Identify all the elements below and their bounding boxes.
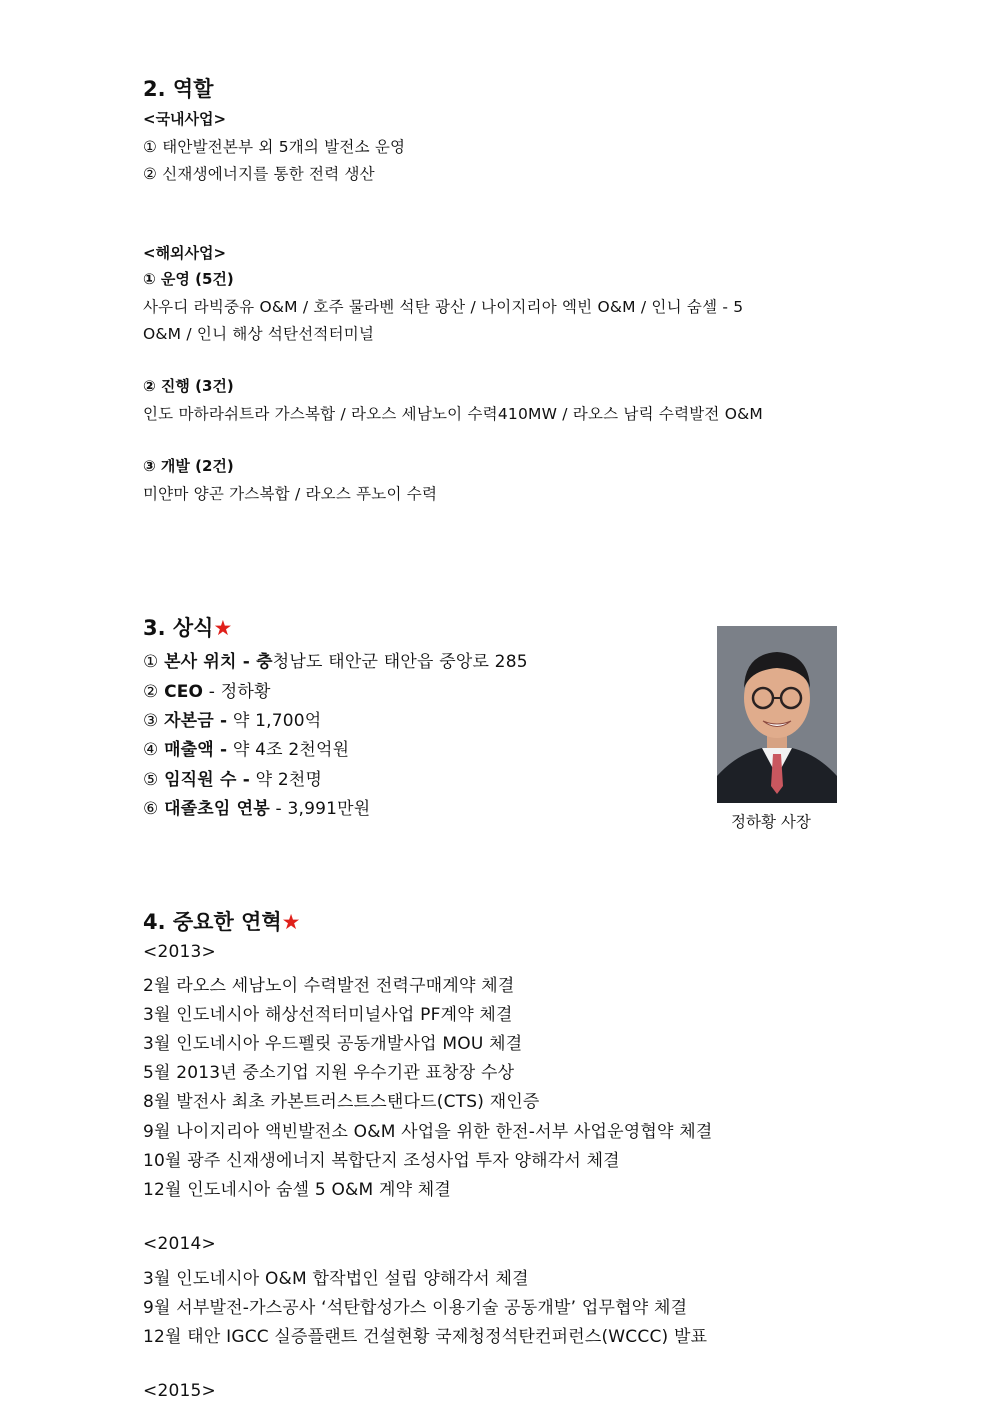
fact-num: ③ [143,711,159,731]
overseas-label: <해외사업> [143,244,227,262]
fact-row [143,794,370,819]
domestic-item: ① 태안발전본부 외 5개의 발전소 운영 [143,138,406,156]
year-label-2013: <2013> [143,942,216,962]
year-label-2014: <2014> [143,1234,216,1254]
history-item: 9월 서부발전-가스공사 ‘석탄합성가스 이용기술 공동개발’ 업무협약 체결 [143,1298,688,1318]
star-icon: ★ [213,616,233,640]
fact-row [143,677,271,702]
fact-label: 임직원 수 - [164,770,251,790]
fact-num: ⑥ [143,799,159,819]
star-icon: ★ [281,910,301,934]
overseas-operation-title: ① 운영 (5건) [143,270,234,288]
fact-row [143,735,349,760]
domestic-label: <국내사업> [143,110,227,128]
fact-value: - 3,991만원 [269,799,371,819]
fact-num: ② [143,682,159,702]
fact-value: 약 1,700억 [227,711,322,731]
section-heading-role: 2. 역할 [143,77,214,101]
fact-value: - 정하황 [203,682,271,702]
fact-num: ① [143,652,159,672]
history-item: 2월 라오스 세남노이 수력발전 전력구매계약 체결 [143,976,515,996]
fact-label: 대졸초임 연봉 [164,799,270,819]
fact-label: CEO [164,682,204,702]
fact-row [143,765,322,790]
history-item: 12월 인도네시아 숨셀 5 O&M 계약 체결 [143,1180,452,1200]
history-heading-text: 4. 중요한 연혁 [143,910,282,934]
fact-label: 본사 위치 - 충 [164,652,273,672]
fact-num: ⑤ [143,770,159,790]
history-item: 12월 태안 IGCC 실증플랜트 건설현황 국제청정석탄컨퍼런스(WCCC) 발표 [143,1327,708,1347]
photo-caption: 정하황 사장 [731,813,811,831]
overseas-operation-text: 사우디 라빅중유 O&M / 호주 물라벤 석탄 광산 / 나이지리아 엑빈 O&M / 인니 숨셀 - 5 [143,298,744,316]
fact-value: 약 4조 2천억원 [227,740,350,760]
history-item: 8월 발전사 최초 카본트러스트스탠다드(CTS) 재인증 [143,1092,540,1112]
history-item: 3월 인도네시아 O&M 합작법인 설립 양해각서 체결 [143,1269,529,1289]
history-item: 10월 광주 신재생에너지 복합단지 조성사업 투자 양해각서 체결 [143,1151,620,1171]
ceo-portrait-image [717,626,837,803]
fact-value: 약 2천명 [250,770,323,790]
fact-label: 자본금 - [164,711,228,731]
section-heading-history [143,906,300,936]
overseas-progress-title: ② 진행 (3건) [143,377,234,395]
overseas-development-title: ③ 개발 (2건) [143,457,234,475]
history-item: 9월 나이지리아 액빈발전소 O&M 사업을 위한 한전-서부 사업운영협약 체결 [143,1122,713,1142]
history-item: 3월 인도네시아 우드펠릿 공동개발사업 MOU 체결 [143,1034,523,1054]
history-item: 3월 인도네시아 해상선적터미널사업 PF계약 체결 [143,1005,513,1025]
overseas-development-text: 미얀마 양곤 가스복합 / 라오스 푸노이 수력 [143,485,438,503]
fact-label: 매출액 - [164,740,228,760]
history-item: 5월 2013년 중소기업 지원 우수기관 표창장 수상 [143,1063,515,1083]
year-label-2015: <2015> [143,1381,216,1401]
overseas-progress-text: 인도 마하라쉬트라 가스복합 / 라오스 세남노이 수력410MW / 라오스 남릭 수력발전 O&M [143,405,763,423]
fact-num: ④ [143,740,159,760]
section-heading-facts [143,612,232,642]
domestic-item: ② 신재생에너지를 통한 전력 생산 [143,165,375,183]
overseas-operation-text: O&M / 인니 해상 석탄선적터미널 [143,325,375,343]
facts-heading-text: 3. 상식 [143,616,214,640]
fact-row [143,647,528,672]
fact-row [143,706,321,731]
fact-value: 청남도 태안군 태안읍 중앙로 285 [272,652,528,672]
ceo-photo [717,626,837,803]
